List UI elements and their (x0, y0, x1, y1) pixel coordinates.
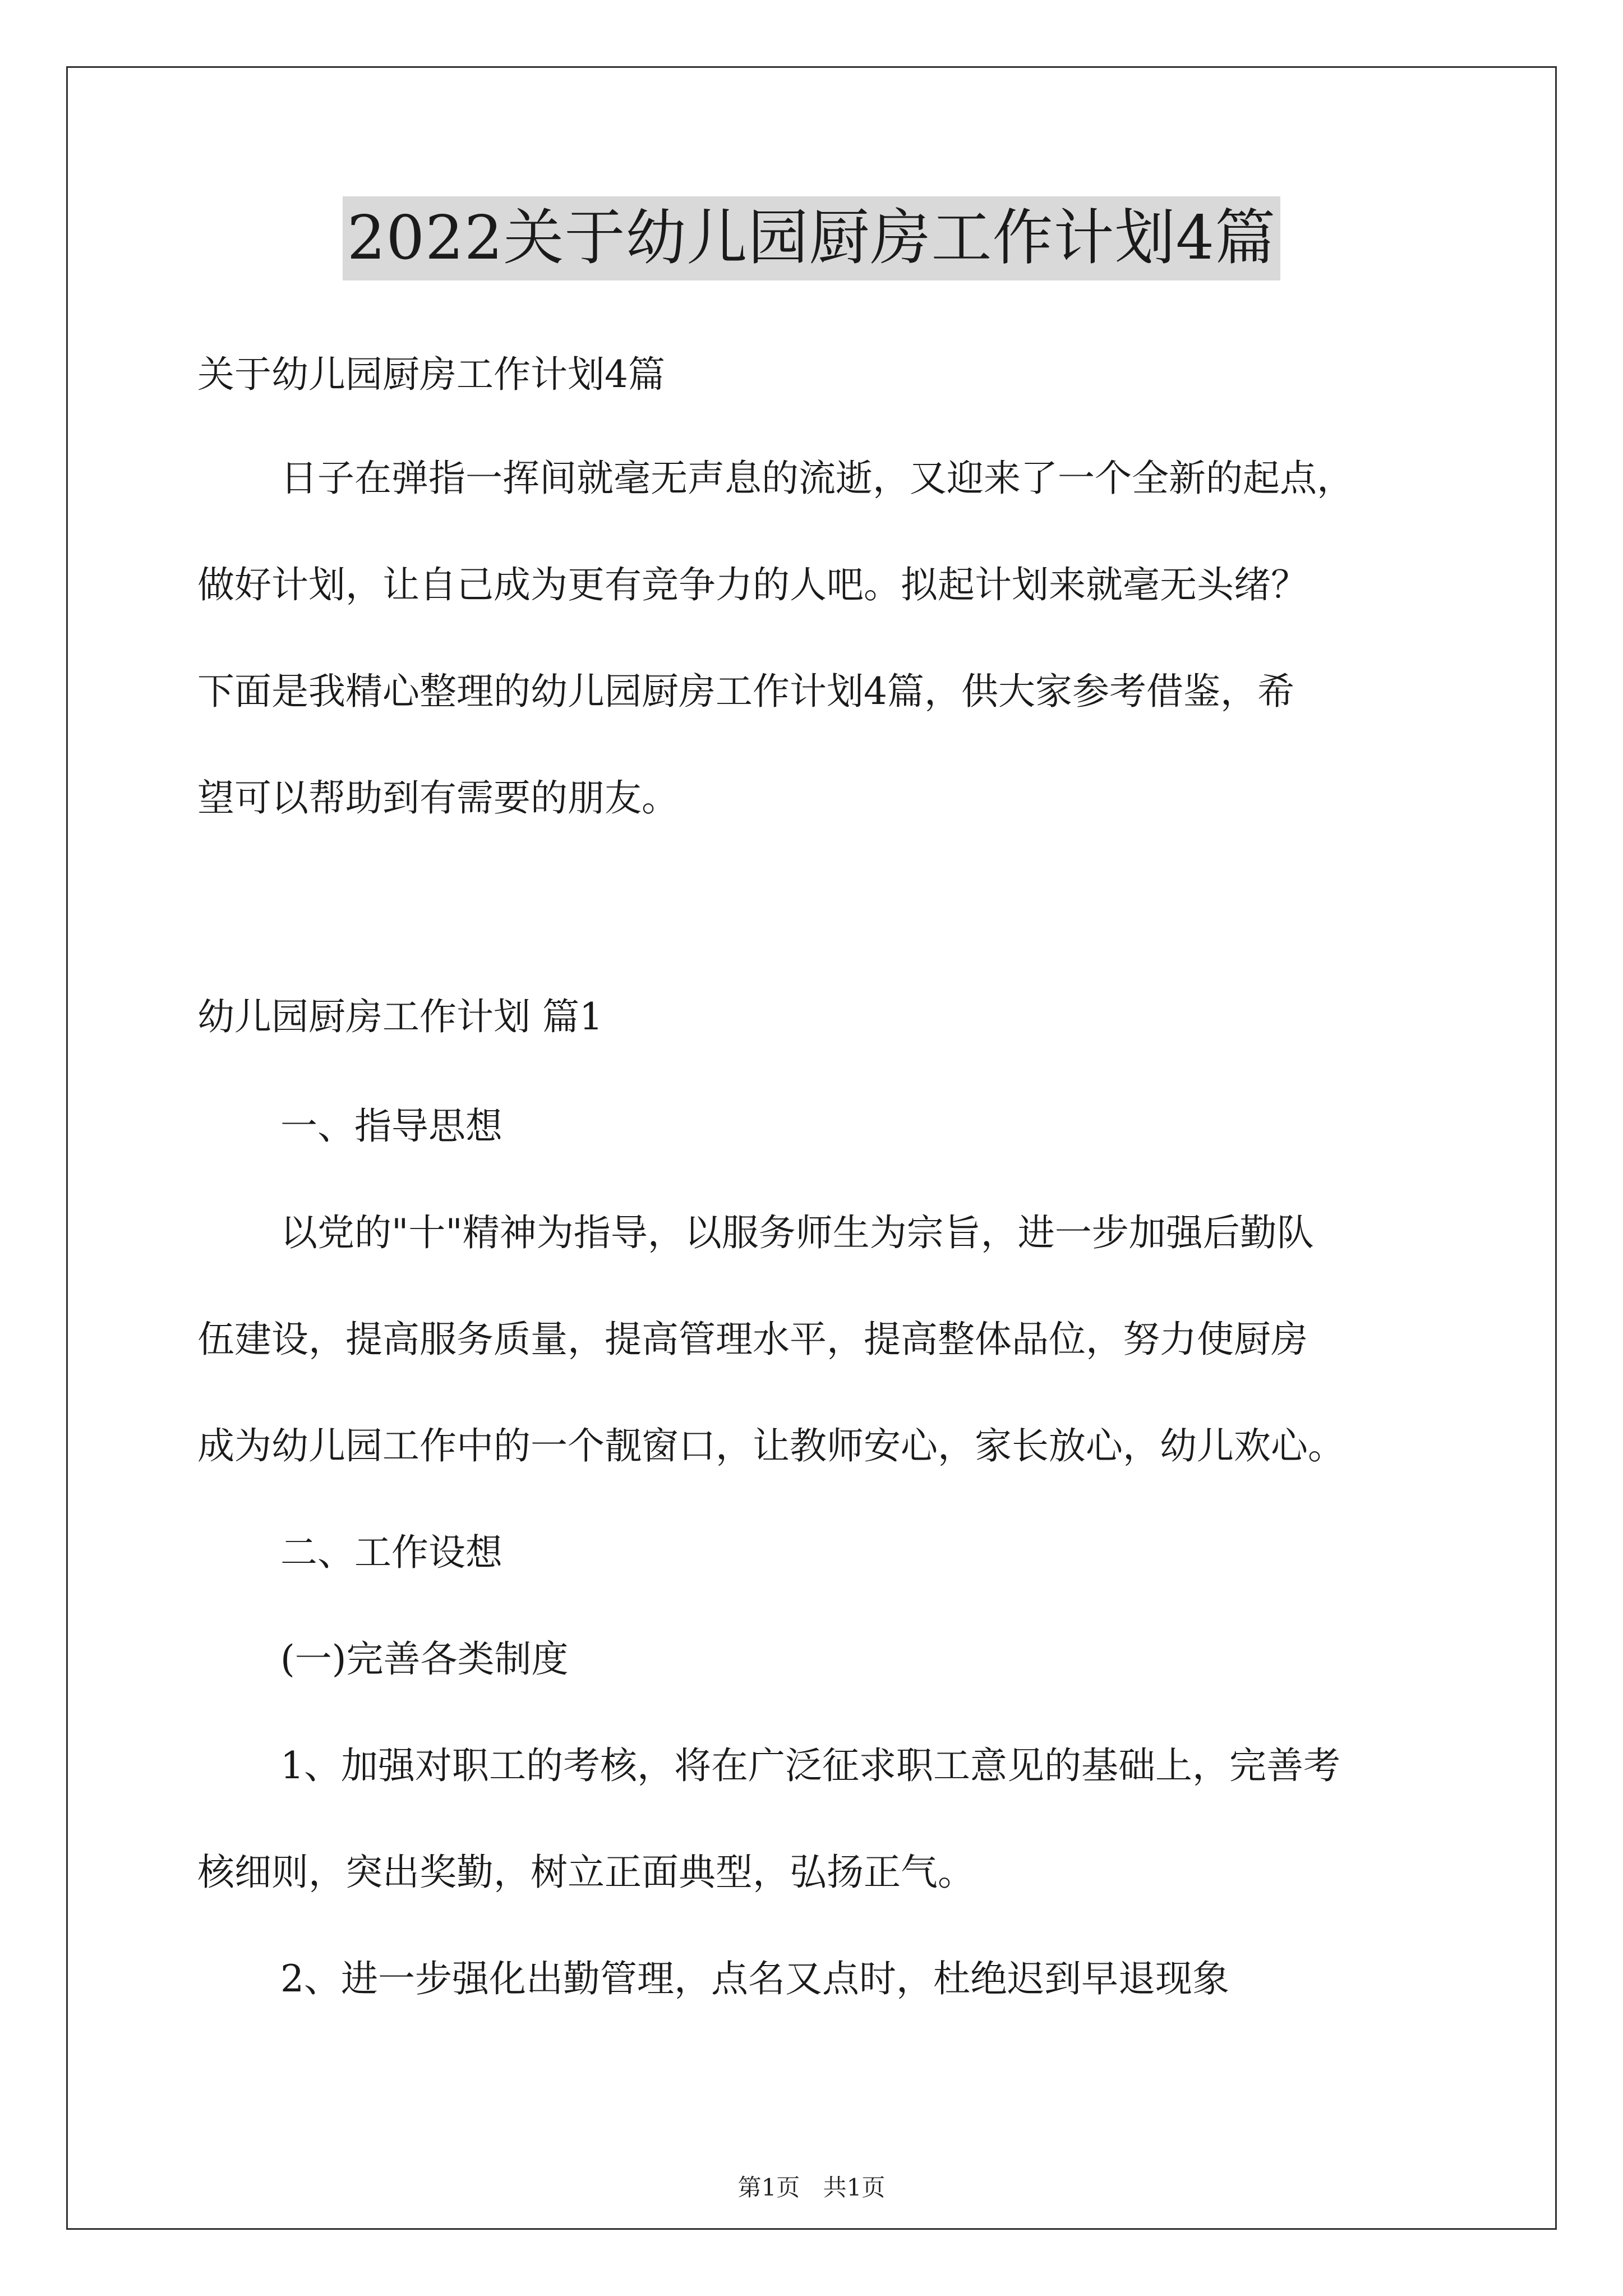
page-footer (0, 2171, 1623, 2205)
heading-improve-systems: (一)完善各类制度 (280, 1637, 569, 1681)
page-number: 第1页 (737, 2174, 800, 2201)
document-subtitle: 关于幼儿园厨房工作计划4篇 (197, 353, 665, 396)
heading-guiding-ideology: 一、指导思想 (280, 1105, 502, 1148)
intro-line-1: 日子在弹指一挥间就毫无声息的流逝，又迎来了一个全新的起点， (280, 457, 1354, 500)
heading-work-plan: 二、工作设想 (280, 1531, 502, 1574)
item-1-line-2: 核细则，突出奖勤，树立正面典型，弘扬正气。 (197, 1851, 975, 1894)
intro-line-4: 望可以帮助到有需要的朋友。 (197, 776, 679, 820)
guiding-line-3: 成为幼儿园工作中的一个靓窗口，让教师安心，家长放心，幼儿欢心。 (197, 1424, 1345, 1467)
item-1-line-1: 1、加强对职工的考核，将在广泛征求职工意见的基础上，完善考 (280, 1744, 1340, 1787)
intro-line-3: 下面是我精心整理的幼儿园厨房工作计划4篇，供大家参考借鉴，希 (197, 670, 1294, 713)
document-title: 2022关于幼儿园厨房工作计划4篇 (343, 196, 1281, 280)
guiding-line-1: 以党的"十"精神为指导，以服务师生为宗旨，进一步加强后勤队 (280, 1211, 1314, 1254)
item-2-line-1: 2、进一步强化出勤管理，点名又点时，杜绝迟到早退现象 (280, 1957, 1229, 2000)
intro-line-2: 做好计划，让自己成为更有竞争力的人吧。拟起计划来就毫无头绪？ (197, 563, 1308, 606)
section-title: 幼儿园厨房工作计划 篇1 (197, 995, 603, 1038)
total-pages: 共1页 (823, 2174, 886, 2201)
guiding-line-2: 伍建设，提高服务质量，提高管理水平，提高整体品位，努力使厨房 (197, 1318, 1308, 1361)
title-container (0, 196, 1623, 280)
